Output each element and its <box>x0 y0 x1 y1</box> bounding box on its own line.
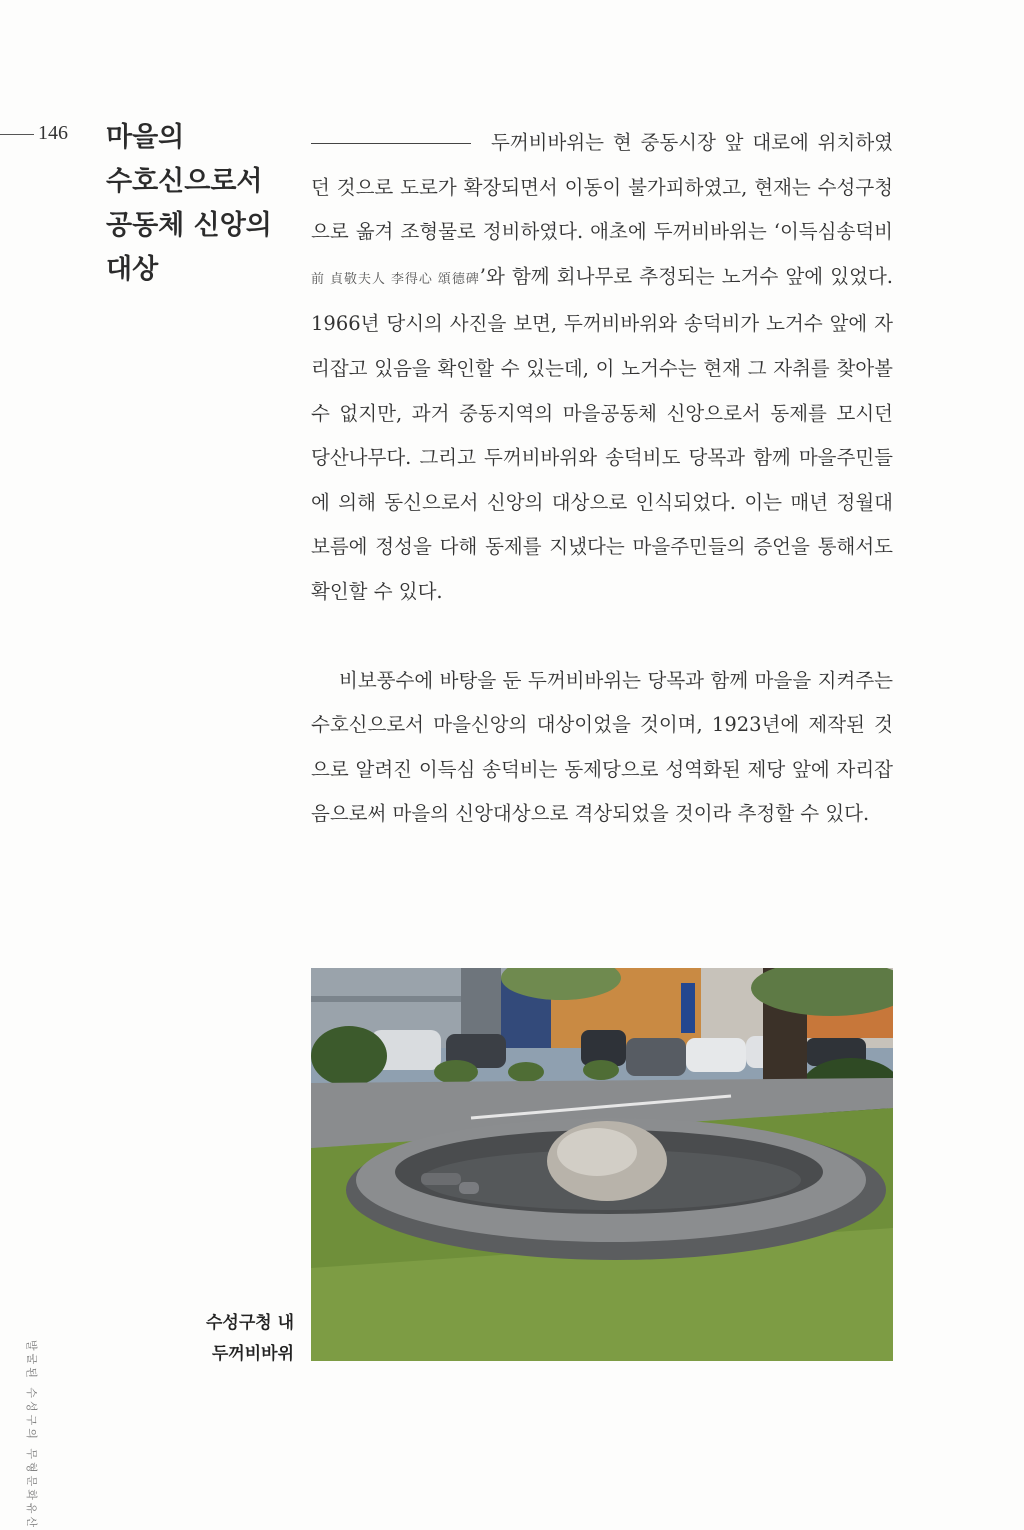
paragraph-2: 비보풍수에 바탕을 둔 두꺼비바위는 당목과 함께 마을을 지켜주는 수호신으로서 마을신앙의 대상이었을 것이며, 1923년에 제작된 것으로 알려진 이득심 송덕비는 동제당으로 성역화된 제당 앞에 자리잡음으로써 마을의 신앙대상으로 격상되었을 것이라 추정할 수 있다. <box>311 668 893 826</box>
paragraph-1-start: 두꺼비바위는 현 중동시장 앞 대로에 위치하였던 것으로 도로가 확장되면서 이동이 불가피하였고, 현재는 수성구청으로 옮겨 조형물로 정비하였다. 애초에 두꺼비바위는 ‘이득심송덕비 <box>311 131 893 244</box>
section-title <box>106 116 286 292</box>
page-number-rule <box>0 134 34 135</box>
paragraph-1 <box>311 121 893 615</box>
caption-line: 두꺼비바위 <box>211 1344 294 1364</box>
caption-line: 수성구청 내 <box>205 1313 294 1333</box>
photo-toad-rock <box>311 968 893 1361</box>
body-text <box>311 121 893 837</box>
paragraph-1-end: ’와 함께 회나무로 추정되는 노거수 앞에 있었다. 1966년 당시의 사진을 보면, 두꺼비바위와 송덕비가 노거수 앞에 자리잡고 있음을 확인할 수 있는데, 이 노거수는 현재 그 자취를 찾아볼 수 없지만, 과거 중동지역의 마을공동체 신앙으로서 동제를 모시던 당산나무다. 그리고 두꺼비바위와 송덕비도 당목과 함께 마을주민들에 의해 동신으로서 신앙의 대상으로 인식되었다. 이는 매년 정월대보름에 정성을 다해 동제를 지냈다는 마을주민들의 증언을 통해서도 확인할 수 있다. <box>311 264 893 603</box>
section-title-line: 수호신으로서 <box>106 166 263 197</box>
running-head: 발굴된 수성구의 무형문화유산 <box>25 1340 38 1530</box>
lead-rule <box>311 143 471 144</box>
section-title-line: 공동체 신앙의 <box>106 210 272 241</box>
section-title-line: 마을의 <box>106 122 185 153</box>
hanja-annotation: 前 貞敬夫人 李得心 頌德碑 <box>311 271 480 287</box>
section-title-line: 대상 <box>106 254 159 285</box>
page-number: 146 <box>38 122 68 144</box>
photo-caption <box>186 1308 294 1370</box>
